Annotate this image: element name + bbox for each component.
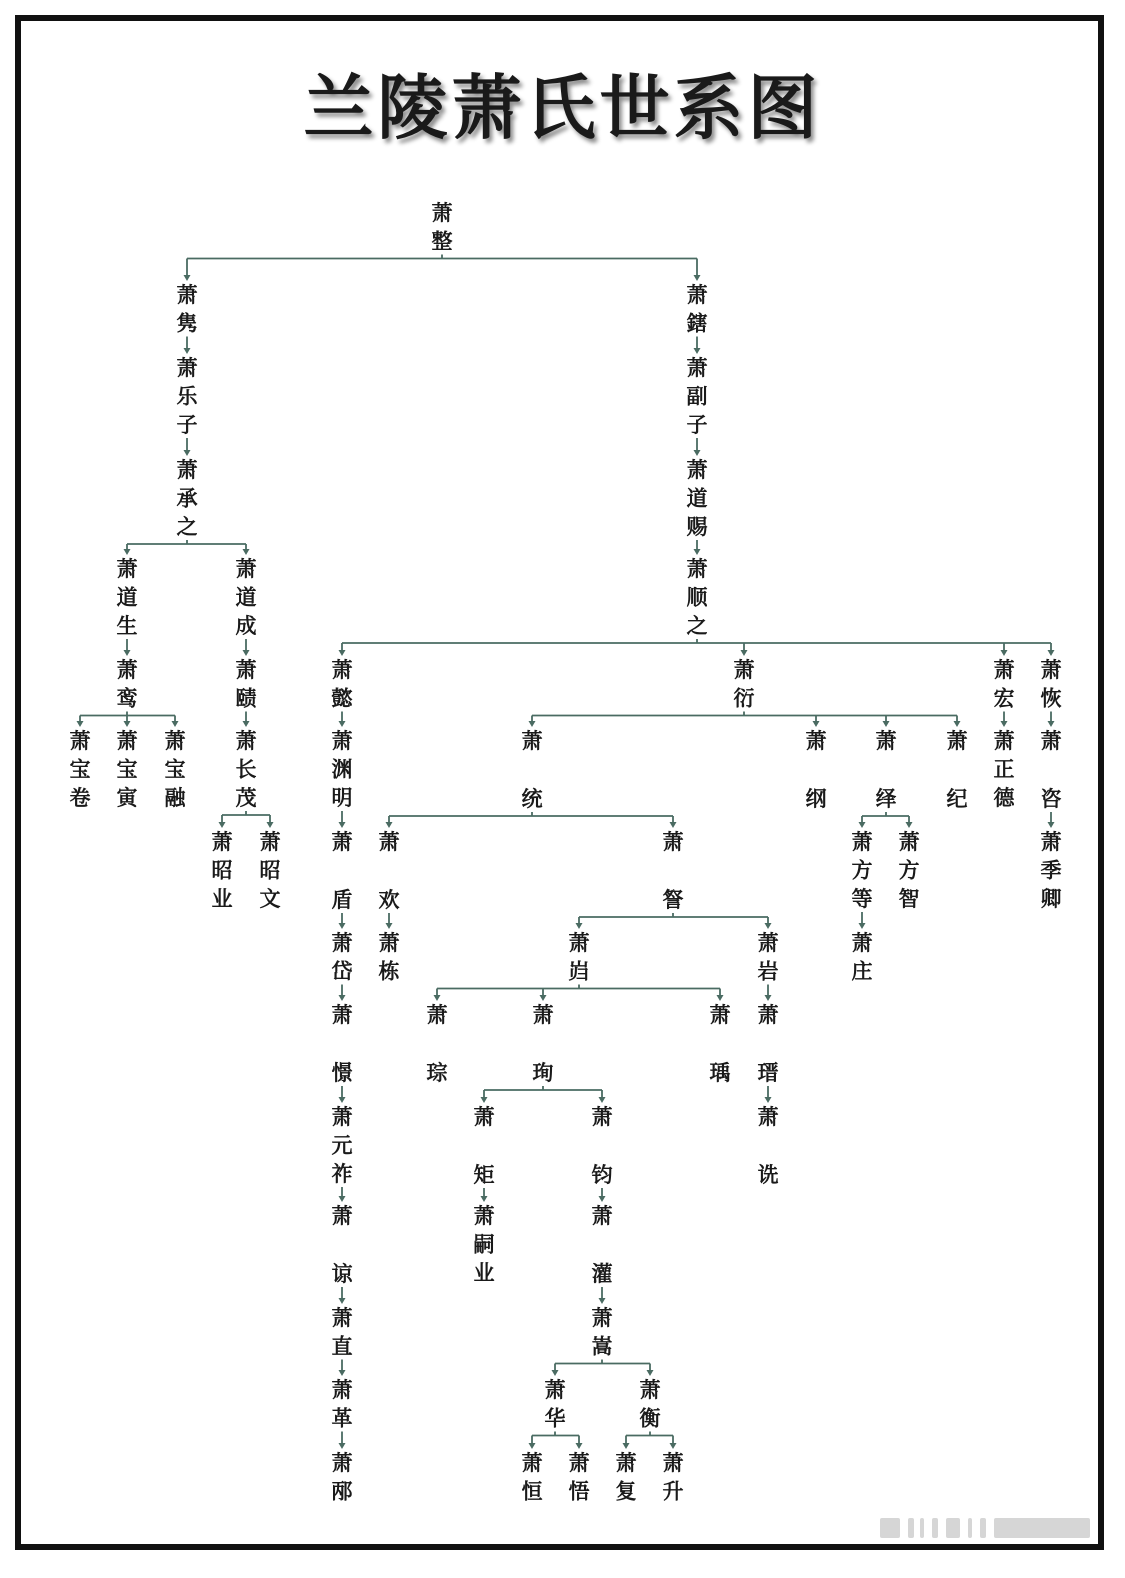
page-title: 兰陵萧氏世系图 (303, 66, 822, 149)
arrow-ji (954, 721, 961, 727)
arrow-zhi (339, 1298, 346, 1304)
arrow-fu (623, 1443, 630, 1449)
person-zhi: 萧直 (331, 1306, 353, 1359)
arrow-zhaoye (219, 822, 226, 828)
arrow-chengzhi (184, 450, 191, 456)
person-jing: 萧憬 (331, 1003, 353, 1085)
watermark (880, 1515, 1090, 1541)
arrow-zhuang (859, 923, 866, 929)
person-luan: 萧鸾 (116, 658, 138, 711)
person-zi: 萧咨 (1040, 729, 1062, 811)
arrow-daocheng (243, 549, 250, 555)
arrow-song (599, 1298, 606, 1304)
person-heng: 萧恒 (521, 1451, 543, 1504)
arrow-wu (576, 1443, 583, 1449)
person-shunzhi: 萧顺之 (686, 557, 708, 638)
person-jin: 萧瑨 (757, 1003, 779, 1085)
arrow-heng (529, 1443, 536, 1449)
arrow-huan (386, 822, 393, 828)
arrow-ge (339, 1370, 346, 1376)
person-ju: 萧矩 (473, 1105, 495, 1187)
arrow-hua (552, 1370, 559, 1376)
person-hui: 萧恢 (1040, 658, 1062, 711)
person-hong: 萧宏 (993, 658, 1015, 711)
person-xun: 萧珣 (532, 1003, 554, 1085)
arrow-fangzhi (906, 822, 913, 828)
person-kui: 萧岿 (568, 931, 590, 984)
person-yan: 萧衍 (733, 658, 755, 711)
arrow-yuanming (339, 721, 346, 727)
person-zhuang: 萧庄 (851, 931, 873, 984)
arrow-hong (1001, 650, 1008, 656)
arrow-cha (670, 822, 677, 828)
person-baojuan: 萧宝卷 (69, 729, 91, 810)
person-daoci: 萧道赐 (686, 458, 708, 539)
person-huan: 萧欢 (378, 830, 400, 912)
person-liang: 萧谅 (331, 1204, 353, 1286)
arrow-yan (741, 650, 748, 656)
person-siye: 萧嗣业 (473, 1204, 495, 1285)
person-daocheng: 萧道成 (235, 557, 257, 638)
arrow-dong (386, 923, 393, 929)
tree-nodes (70, 201, 1062, 1504)
person-daosheng: 萧道生 (116, 557, 138, 638)
arrow-jun (184, 275, 191, 281)
arrow-jing (339, 995, 346, 1001)
arrow-liang (339, 1196, 346, 1202)
person-changmao: 萧长茂 (235, 729, 257, 810)
person-zhaowen: 萧昭文 (259, 830, 281, 911)
person-fangdeng: 萧方等 (851, 830, 873, 911)
person-yuanzuo: 萧元祚 (331, 1105, 353, 1186)
person-yan2: 萧岩 (757, 931, 779, 984)
person-ze: 萧赜 (235, 658, 257, 711)
arrow-tong (529, 721, 536, 727)
arrow-zhaowen (267, 822, 274, 828)
person-zhengde: 萧正德 (993, 729, 1015, 810)
person-yu: 萧瑀 (709, 1003, 731, 1085)
person-song: 萧嵩 (591, 1306, 613, 1359)
arrow-dun (339, 822, 346, 828)
person-yi: 萧懿 (331, 658, 353, 711)
person-zhaoye: 萧昭业 (211, 830, 233, 911)
arrow-heng2 (647, 1370, 654, 1376)
arrow-kui (576, 923, 583, 929)
person-guan: 萧灌 (591, 1204, 613, 1286)
arrow-cong (434, 995, 441, 1001)
person-cha: 萧詧 (662, 830, 684, 912)
person-fuzi: 萧副子 (686, 356, 708, 437)
arrow-luan (124, 650, 131, 656)
arrow-shunzhi (694, 549, 701, 555)
arrow-guan (599, 1196, 606, 1202)
person-bing: 萧邴 (331, 1451, 353, 1504)
arrow-yi (339, 650, 346, 656)
arrow-gang (813, 721, 820, 727)
person-dong: 萧栋 (378, 931, 400, 984)
person-gua: 萧鎋 (686, 283, 708, 336)
arrow-baojuan (77, 721, 84, 727)
arrow-jiqing (1048, 822, 1055, 828)
person-cong: 萧琮 (426, 1003, 448, 1085)
person-baorong: 萧宝融 (164, 729, 186, 810)
person-hua: 萧华 (544, 1378, 566, 1431)
arrow-bing (339, 1443, 346, 1449)
person-lezi: 萧乐子 (176, 356, 198, 437)
arrow-lezi (184, 348, 191, 354)
person-yuanming: 萧渊明 (331, 729, 353, 810)
person-jun2: 萧钧 (591, 1105, 613, 1187)
arrow-sheng (670, 1443, 677, 1449)
person-fu: 萧复 (615, 1451, 637, 1504)
arrow-siye (481, 1196, 488, 1202)
person-chengzhi: 萧承之 (176, 458, 198, 539)
person-yi2: 萧绎 (875, 729, 897, 811)
arrow-jin (765, 995, 772, 1001)
arrow-jun2 (599, 1097, 606, 1103)
arrow-daosheng (124, 549, 131, 555)
person-fangzhi: 萧方智 (898, 830, 920, 911)
arrow-xun (540, 995, 547, 1001)
arrow-xian (765, 1097, 772, 1103)
arrow-baoyin (124, 721, 131, 727)
person-dun: 萧盾 (331, 830, 353, 912)
person-ge: 萧革 (331, 1378, 353, 1431)
person-zheng: 萧整 (431, 201, 453, 254)
arrow-zi (1048, 721, 1055, 727)
arrow-ju (481, 1097, 488, 1103)
arrow-fuzi (694, 348, 701, 354)
person-dai: 萧岱 (331, 931, 353, 984)
person-xian: 萧诜 (757, 1105, 779, 1187)
person-heng2: 萧衡 (639, 1378, 661, 1431)
arrow-yuanzuo (339, 1097, 346, 1103)
person-jun: 萧隽 (176, 283, 198, 336)
arrow-daoci (694, 450, 701, 456)
arrow-hui (1048, 650, 1055, 656)
arrow-zhengde (1001, 721, 1008, 727)
person-gang: 萧纲 (805, 729, 827, 811)
person-ji: 萧纪 (946, 729, 968, 811)
arrow-fangdeng (859, 822, 866, 828)
arrow-changmao (243, 721, 250, 727)
arrow-ze (243, 650, 250, 656)
arrow-yi2 (883, 721, 890, 727)
person-sheng: 萧升 (662, 1451, 684, 1504)
person-tong: 萧统 (521, 729, 543, 811)
arrow-gua (694, 275, 701, 281)
arrow-baorong (172, 721, 179, 727)
arrow-dai (339, 923, 346, 929)
person-jiqing: 萧季卿 (1040, 830, 1062, 911)
arrow-yu (717, 995, 724, 1001)
person-wu: 萧悟 (568, 1451, 590, 1504)
arrow-yan2 (765, 923, 772, 929)
person-baoyin: 萧宝寅 (116, 729, 138, 810)
